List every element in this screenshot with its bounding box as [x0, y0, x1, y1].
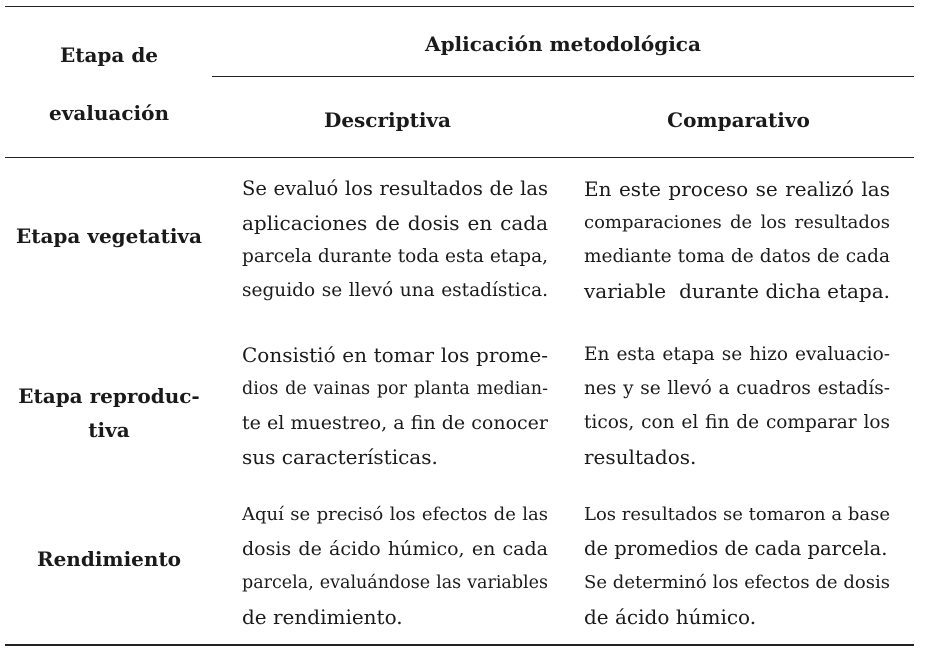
group-header-rule: [212, 76, 914, 77]
header-aplicacion: Aplicación metodológica: [425, 32, 701, 56]
cell-reproductiva-descriptiva: Consistió en tomar los prome- dios de vainas por planta median- te el muestreo, a fin de conocer sus características.: [242, 343, 548, 469]
bottom-rule: [5, 644, 914, 646]
cell-rendimiento-descriptiva: Aquí se precisó los efectos de las dosis de ácido húmico, en cada parcela, evaluándose las variables de rendimiento.: [242, 504, 548, 629]
cell-reproductiva-comparativo: En esta etapa se hizo evaluacio- nes y se llevó a cuadros estadís- ticos, con el fin de comparar los resultados.: [584, 344, 890, 469]
header-etapa-line2: evaluación: [48, 101, 170, 125]
header-etapa-line1: Etapa de: [59, 43, 159, 67]
cell-rendimiento-comparativo: Los resultados se tomaron a base de promedios de cada parcela. Se determinó los efectos de dosis de ácido húmico.: [584, 504, 890, 629]
header-comparativo: Comparativo: [667, 108, 810, 132]
row-label-rendimiento: Rendimiento: [36, 547, 182, 571]
row-label-etapa-reproductiva: Etapa reproduc- tiva: [18, 384, 200, 442]
cell-vegetativa-comparativo: En este proceso se realizó las comparaciones de los resultados mediante toma de datos de cada variable durante dicha etapa.: [584, 177, 890, 303]
row-label-etapa-vegetativa: Etapa vegetativa: [15, 224, 202, 248]
header-descriptiva: Descriptiva: [323, 108, 452, 132]
top-rule: [5, 6, 914, 7]
cell-vegetativa-descriptiva: Se evaluó los resultados de las aplicaciones de dosis en cada parcela durante toda esta etapa, seguido se llevó una estadística.: [242, 177, 548, 301]
header-rule: [5, 157, 914, 158]
